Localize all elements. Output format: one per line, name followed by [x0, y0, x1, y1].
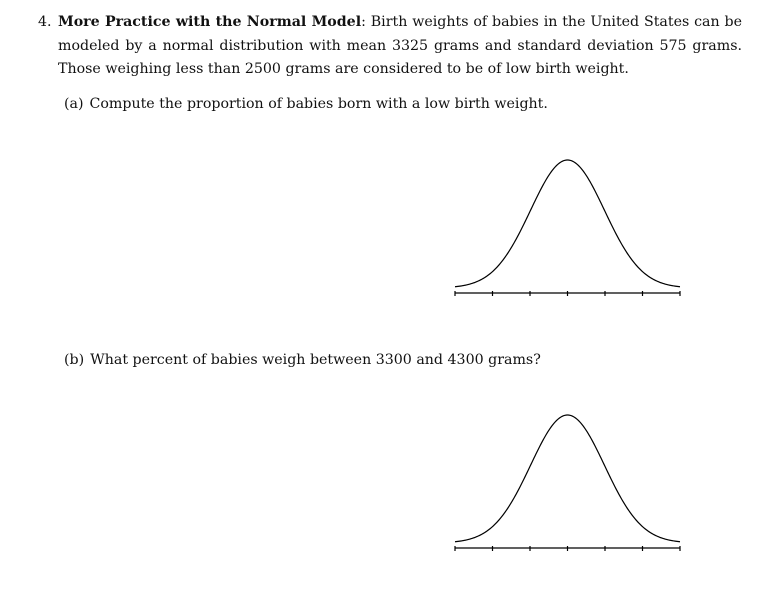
part-b-label: (b) — [64, 352, 85, 368]
normal-curve-figure-b — [450, 410, 685, 555]
part-a-label: (a) — [64, 96, 84, 112]
part-b-question: What percent of babies weigh between 3300 and 4300 grams? — [90, 352, 541, 368]
normal-curve-figure-a — [450, 155, 685, 300]
part-b — [64, 350, 541, 370]
normal-curve-a — [455, 160, 680, 287]
problem-title: More Practice with the Normal Model — [58, 14, 362, 30]
part-a-question: Compute the proportion of babies born with a low birth weight. — [89, 96, 548, 112]
part-a — [64, 94, 548, 114]
problem-number: 4. — [38, 14, 52, 30]
problem-statement: Birth weights of babies in the United States can be modeled by a normal distribution with mean 3325 grams and standard deviation 575 grams. Those weighing less than 2500 grams are considered to be of low birth weight. — [58, 14, 742, 77]
problem-title-colon: : — [361, 14, 366, 30]
normal-curve-svg-b — [450, 410, 685, 555]
problem-4 — [38, 11, 742, 82]
normal-curve-b — [455, 415, 680, 542]
normal-curve-svg-a — [450, 155, 685, 300]
problem-statement-block — [58, 11, 742, 82]
